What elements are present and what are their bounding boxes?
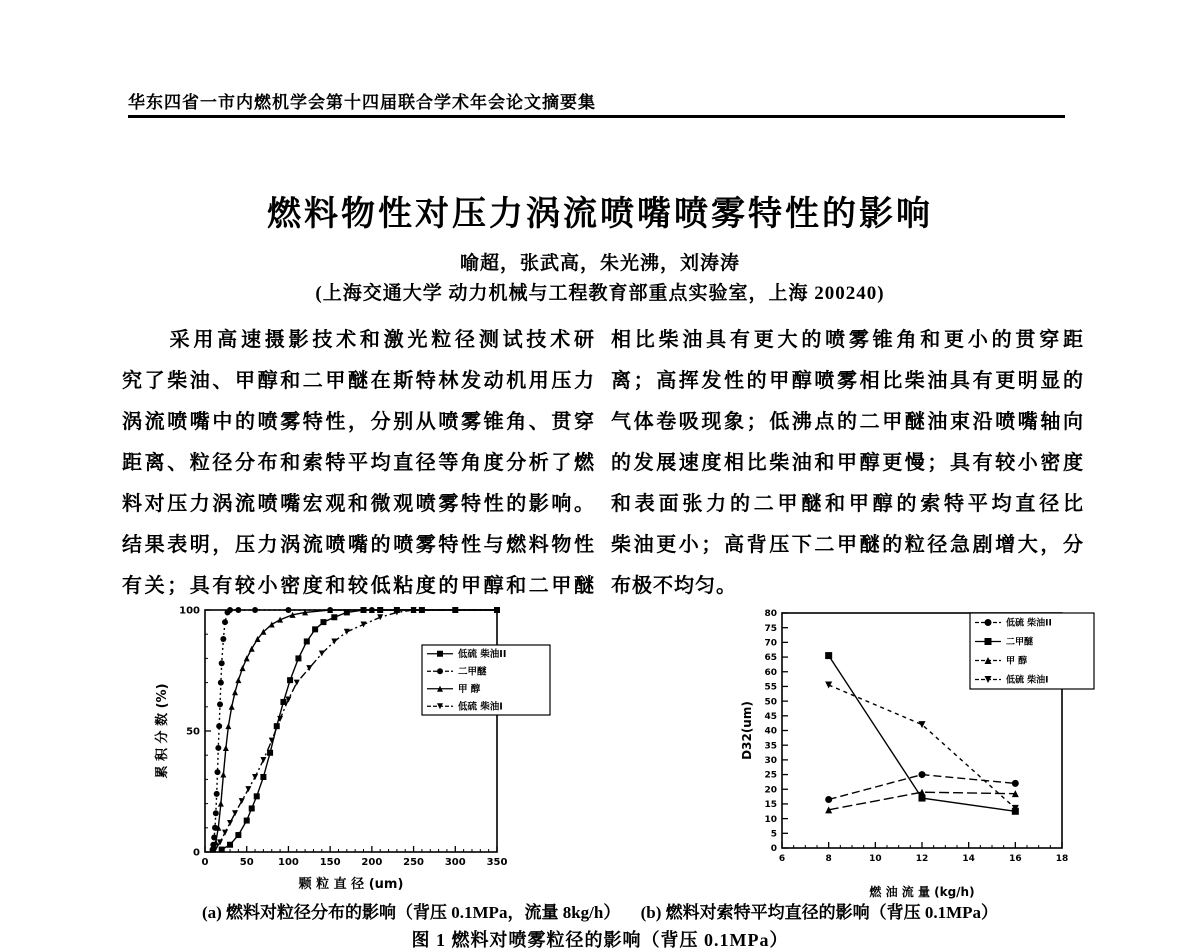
abstract-line: 距离、粒径分布和索特平均直径等角度分析了燃 — [122, 452, 595, 474]
svg-text:二甲醚: 二甲醚 — [458, 666, 487, 678]
svg-text:低硫 柴油II: 低硫 柴油II — [1006, 618, 1052, 629]
abstract-line: 柴油更小；高背压下二甲醚的粒径急剧增大，分 — [611, 534, 1084, 556]
chart-b-sauter-mean-diameter — [738, 598, 1100, 904]
svg-text:65: 65 — [764, 653, 777, 664]
svg-text:甲 醇: 甲 醇 — [1006, 656, 1028, 667]
header-rule — [128, 115, 1065, 118]
svg-text:100: 100 — [179, 605, 200, 617]
paper-title: 燃料物性对压力涡流喷嘴喷雾特性的影响 — [267, 196, 933, 233]
caption-b: (b) 燃料对索特平均直径的影响（背压 0.1MPa） — [640, 903, 999, 922]
svg-text:30: 30 — [764, 756, 777, 767]
svg-text:10: 10 — [869, 854, 882, 864]
affiliation-line: (上海交通大学 动力机械与工程教育部重点实验室，上海 200240) — [315, 283, 885, 304]
svg-text:15: 15 — [764, 800, 777, 811]
svg-text:300: 300 — [444, 857, 466, 868]
abstract-line: 采用高速摄影技术和激光粒径测试技术研 — [122, 329, 595, 351]
svg-text:150: 150 — [319, 857, 341, 868]
svg-text:累 积 分 数 (%): 累 积 分 数 (%) — [155, 683, 170, 779]
abstract-line: 涡流喷嘴中的喷雾特性，分别从喷雾锥角、贯穿 — [122, 411, 595, 433]
abstract-line: 有关；具有较小密度和较低粘度的甲醇和二甲醚 — [122, 575, 595, 597]
figure-1 — [0, 596, 1200, 899]
svg-text:200: 200 — [361, 857, 383, 868]
svg-text:0: 0 — [193, 847, 200, 859]
abstract-line: 相比柴油具有更大的喷雾锥角和更小的贯穿距 — [611, 329, 1084, 351]
svg-text:50: 50 — [186, 726, 200, 738]
svg-text:75: 75 — [764, 623, 777, 634]
authors-line: 喻超，张武高，朱光沸，刘涛涛 — [459, 253, 740, 274]
svg-text:低硫 柴油II: 低硫 柴油II — [458, 648, 507, 660]
svg-text:甲 醇: 甲 醇 — [458, 683, 481, 695]
abstract-line: 结果表明，压力涡流喷嘴的喷雾特性与燃料物性 — [122, 534, 595, 556]
abstract-line: 料对压力涡流喷嘴宏观和微观喷雾特性的影响。 — [122, 493, 595, 515]
abstract-line: 和表面张力的二甲醚和甲醇的索特平均直径比 — [611, 493, 1084, 515]
svg-text:二甲醚: 二甲醚 — [1006, 637, 1034, 648]
svg-text:50: 50 — [239, 857, 254, 868]
svg-text:颗 粒 直 径 (um): 颗 粒 直 径 (um) — [298, 877, 404, 892]
svg-text:40: 40 — [764, 726, 777, 737]
abstract-line: 离；高挥发性的甲醇喷雾相比柴油具有更明显的 — [611, 370, 1084, 392]
svg-text:55: 55 — [764, 682, 777, 693]
svg-text:100: 100 — [277, 857, 299, 868]
svg-text:6: 6 — [778, 854, 786, 864]
svg-text:10: 10 — [764, 814, 777, 825]
svg-text:16: 16 — [1009, 854, 1022, 864]
abstract-right-column — [611, 320, 1084, 607]
svg-text:60: 60 — [764, 667, 777, 678]
svg-text:70: 70 — [764, 638, 777, 649]
svg-text:0: 0 — [201, 857, 209, 868]
svg-text:18: 18 — [1055, 854, 1069, 864]
figure-subcaptions — [0, 898, 1200, 923]
abstract-line: 气体卷吸现象；低沸点的二甲醚油束沿喷嘴轴向 — [611, 411, 1084, 433]
svg-text:80: 80 — [764, 609, 777, 620]
svg-text:低硫 柴油I: 低硫 柴油I — [458, 701, 503, 713]
abstract-line: 究了柴油、甲醇和二甲醚在斯特林发动机用压力 — [122, 370, 595, 392]
svg-text:低硫 柴油I: 低硫 柴油I — [1006, 675, 1049, 686]
svg-text:0: 0 — [770, 844, 777, 855]
journal-header: 华东四省一市内燃机学会第十四届联合学术年会论文摘要集 — [128, 93, 596, 112]
svg-text:350: 350 — [486, 857, 508, 868]
abstract-left-column — [122, 320, 595, 607]
svg-text:35: 35 — [764, 741, 777, 752]
svg-text:14: 14 — [962, 854, 975, 864]
svg-text:D32(um): D32(um) — [740, 701, 754, 760]
svg-text:45: 45 — [764, 711, 777, 722]
caption-a: (a) 燃料对粒径分布的影响（背压 0.1MPa，流量 8kg/h） — [201, 903, 621, 922]
svg-text:5: 5 — [770, 829, 777, 840]
svg-text:250: 250 — [403, 857, 425, 868]
svg-text:8: 8 — [825, 854, 832, 864]
svg-text:12: 12 — [915, 854, 929, 864]
svg-text:25: 25 — [764, 770, 777, 781]
abstract-line: 布极不均匀。 — [611, 575, 737, 597]
abstract-line: 的发展速度相比柴油和甲醇更慢；具有较小密度 — [611, 452, 1084, 474]
abstract-body — [122, 320, 1084, 607]
svg-text:50: 50 — [764, 697, 777, 708]
chart-a-particle-size-distribution — [150, 598, 590, 896]
svg-text:燃 油 流 量 (kg/h): 燃 油 流 量 (kg/h) — [869, 885, 975, 899]
svg-text:20: 20 — [764, 785, 777, 796]
figure-main-caption: 图 1 燃料对喷雾粒径的影响（背压 0.1MPa） — [411, 930, 789, 950]
